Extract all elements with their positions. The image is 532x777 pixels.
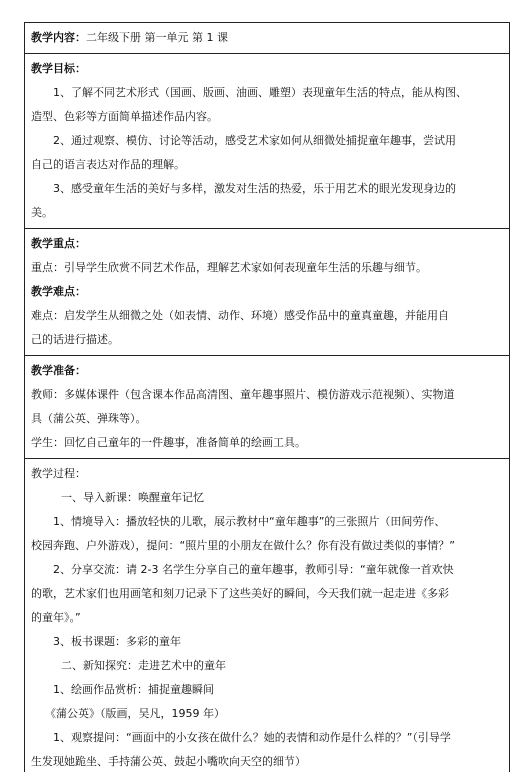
content-value: 二年级下册 第一单元 第 1 课 (86, 31, 228, 44)
objective-line: 造型、色彩等方面简单描述作品内容。 (31, 110, 218, 123)
content-label: 教学内容： (31, 31, 86, 44)
step2-line: 2、分享交流：请 2-3 名学生分享自己的童年趣事，教师引导：“童年就像一首欢快 (53, 563, 454, 576)
objective-line: 自己的语言表达对作品的理解。 (31, 158, 185, 171)
preparation-section (25, 356, 509, 459)
part1-title: 一、导入新课：唤醒童年记忆 (61, 491, 204, 504)
step3-line: 3、板书课题：多彩的童年 (53, 635, 181, 648)
difficulty-line: 难点：启发学生从细微之处（如表情、动作、环境）感受作品中的童真童趣，并能用自 (31, 309, 449, 322)
objectives-title: 教学目标： (31, 62, 86, 75)
objectives-section (25, 54, 509, 229)
step2-line: 的歌，艺术家们也用画笔和刻刀记录下了这些美好的瞬间，今天我们就一起走进《多彩 (31, 587, 449, 600)
difficulty-title: 教学难点： (31, 285, 86, 298)
preparation-title: 教学准备： (31, 364, 86, 377)
teacher-prep-line: 教师：多媒体课件（包含课本作品高清图、童年趣事照片、模仿游戏示范视频）、实物道 (31, 388, 455, 401)
objective-line: 3、感受童年生活的美好与多样，激发对生活的热爱，乐于用艺术的眼光发现身边的 (53, 182, 456, 195)
part2-title: 二、新知探究：走进艺术中的童年 (61, 659, 226, 672)
step2-line: 的童年》。” (31, 611, 81, 624)
objective-line: 美。 (31, 206, 53, 219)
lesson-plan-table (24, 22, 510, 772)
sub1-title: 1、绘画作品赏析：捕捉童趣瞬间 (53, 683, 214, 696)
key-points-title: 教学重点： (31, 237, 86, 250)
process-title: 教学过程： (31, 467, 86, 480)
student-prep-line: 学生：回忆自己童年的一件趣事，准备简单的绘画工具。 (31, 436, 306, 449)
objective-line: 1、了解不同艺术形式（国画、版画、油画、雕塑）表现童年生活的特点，能从构图、 (53, 86, 467, 99)
observe-line: 生发现她跪坐、手持蒲公英、鼓起小嘴吹向天空的细节） (31, 755, 306, 768)
content-section (25, 23, 509, 54)
process-section (25, 459, 509, 777)
artwork-line: 《蒲公英》（版画，吴凡，1959 年） (45, 707, 225, 720)
key-point-text: 重点：引导学生欣赏不同艺术作品，理解艺术家如何表现童年生活的乐趣与细节。 (31, 261, 427, 274)
step1-line: 校园奔跑、户外游戏），提问：“照片里的小朋友在做什么？你有没有做过类似的事情？” (31, 539, 455, 552)
observe-line: 1、观察提问：“画面中的小女孩在做什么？她的表情和动作是什么样的？”（引导学 (53, 731, 451, 744)
teacher-prep-line: 具（蒲公英、弹珠等）。 (31, 412, 147, 425)
content-row (31, 26, 503, 50)
key-points-section (25, 229, 509, 356)
objective-line: 2、通过观察、模仿、讨论等活动，感受艺术家如何从细微处捕捉童年趣事，尝试用 (53, 134, 456, 147)
difficulty-line: 己的话进行描述。 (31, 333, 119, 346)
step1-line: 1、情境导入：播放轻快的儿歌，展示教材中“童年趣事”的三张照片（田间劳作、 (53, 515, 446, 528)
